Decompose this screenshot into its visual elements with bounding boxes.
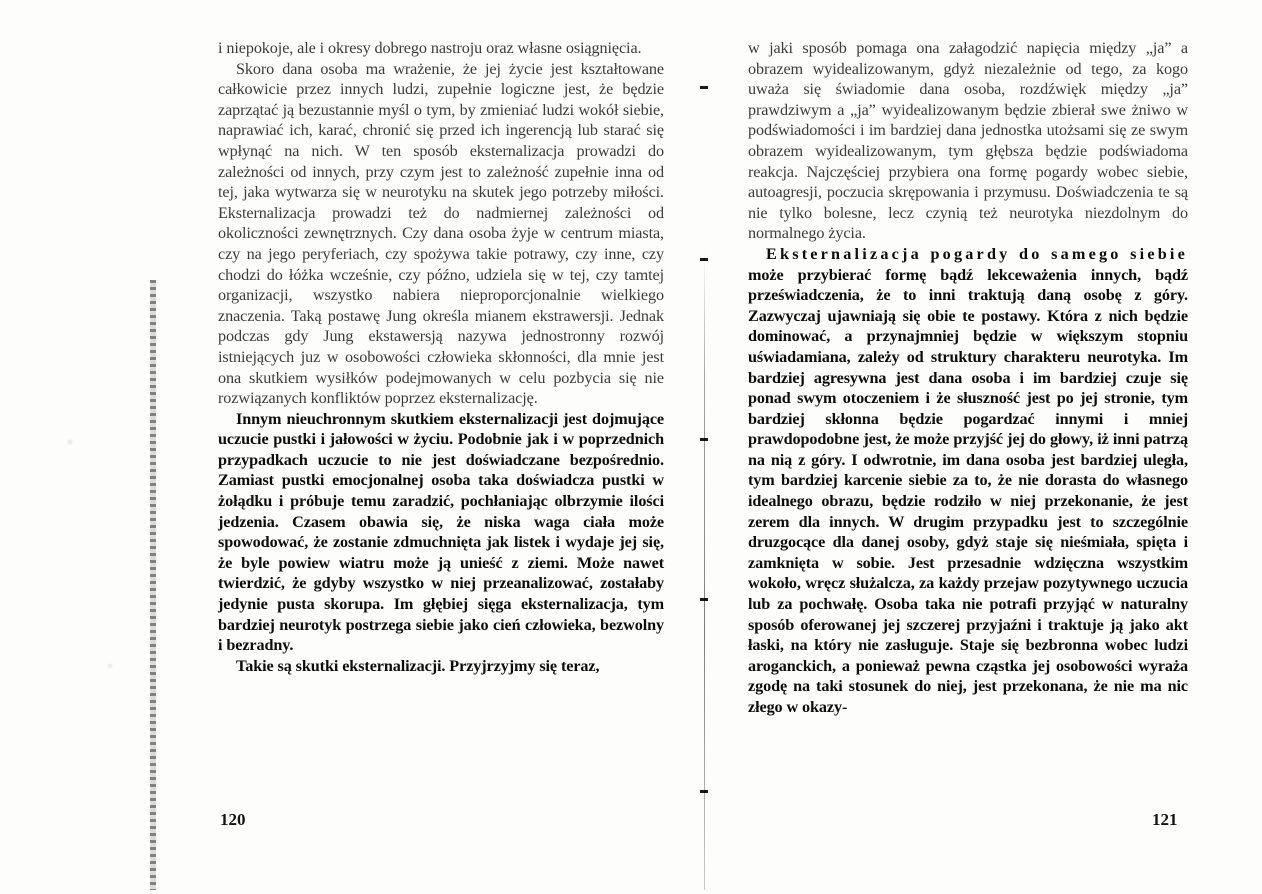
left-paragraph-4: Takie są skutki eksternalizacji. Przyjrzyjmy się teraz, <box>236 656 600 675</box>
scan-artifact <box>40 330 140 890</box>
left-page-text <box>218 38 664 676</box>
right-paragraph-2 <box>748 244 1188 718</box>
right-page-text <box>748 38 1188 718</box>
left-paragraph-2: Skoro dana osoba ma wrażenie, że jej życie jest kształtowane całkowicie przez innych ludzi, zupełnie logiczne jest, że będzie zaprzątać ją bezustannie myśl o tym, by zmieniać ludzi wokół siebie, naprawiać ich, karać, chronić się przed ich ingerencją lub starać się wpłynąć na nich. W ten sposób eksternalizacja prowadzi do zależności od innych, przy czym jest to zależność zupełnie inna od tej, jaka wytwarza się w neurotyku na skutek jego potrzeby miłości. Eksternalizacja prowadzi też do nadmiernej zależności od okoliczności zewnętrznych. Czy dana osoba żyje w centrum miasta, czy na jego peryferiach, czy spożywa takie potrawy, czy inne, czy chodzi do łóżka wcześnie, czy późno, udziela się w tej, czy tamtej organizacji, wszystko nabiera nieproporcjonalnie wielkiego znaczenia. Taką postawę Jung określa mianem ekstrawersji. Jednak podczas gdy Jung ekstawersją nazywa jednostronny rozwój istniejących juz w osobowości człowieka skłonności, dla mnie jest ona skutkiem wysiłków podejmowanych w celu pozbycia się nie rozwiązanych konfliktów poprzez eksternalizację. <box>218 59 664 408</box>
gutter <box>700 0 710 894</box>
right-page-number: 121 <box>1152 810 1178 829</box>
spaced-lead-phrase: Eksternalizacja pogardy do samego siebie <box>766 244 1188 263</box>
right-paragraph-2-body: może przybierać formę bądź lekceważenia innych, bądź przeświadczenia, że to inni traktują daną osobę z góry. Zazwyczaj ujawniają się obie te postawy. Która z nich będzie dominować, a przynajmniej będzie w większym stopniu uświadamiana, zależy od struktury charakteru neurotyka. Im bardziej agresywna jest dana osoba i im bardziej czuje się ponad swym otoczeniem i że słuszność jest po jej stronie, tym bardziej skłonna będzie pogardzać innymi i mniej prawdopodobne jest, że może przyjść jej do głowy, iż inni patrzą na nią z góry. I odwrotnie, im dana osoba jest bardziej uległa, tym bardziej karcenie siebie za to, że nie dorasta do własnego idealnego obrazu, będzie rodziło w niej przekonanie, że jest zerem dla innych. W drugim przypadku jest to szczególnie druzgocące dla danej osoby, gdyż staje się nieśmiała, spięta i zamknięta w sobie. Jest przesadnie wdzięczna wszystkim wokoło, wręcz służalcza, za każdy przejaw pozytywnego uczucia lub za pochwałę. Osoba taka nie potrafi przyjąć w naturalny sposób oferowanej jej szczerej przyjaźni i traktuje ją jako akt łaski, na który nie zasługuje. Staje się bezbronna wobec ludzi aroganckich, a ponieważ pewna cząstka jej osobowości wyraża zgodę na taki stosunek do niej, jest przekonana, że nie ma nic złego w okazy- <box>748 265 1188 716</box>
left-paragraph-1: i niepokoje, ale i okresy dobrego nastroju oraz własne osiągnięcia. <box>218 39 642 57</box>
scan-binding-edge <box>150 280 156 890</box>
gutter-mark <box>700 86 708 89</box>
right-paragraph-1: w jaki sposób pomaga ona załagodzić napięcia między „ja” a obrazem wyidealizowanym, gdyż niezależnie od tego, za kogo uważa się świadomie dana osoba, rozdźwięk między „ja” prawdziwym a „ja” wyidealizowanym będzie zbierał swe żniwo w podświadomości i im bardziej dana jednostka utożsami się ze swym obrazem wyidealizowanym, tym głębsza będzie podświadoma reakcja. Najczęściej przybiera ona formę pogardy wobec siebie, autoagresji, poczucia skrępowania i przymusu. Doświadczenia te są nie tylko bolesne, lecz czynią też neurotyka niezdolnym do normalnego życia. <box>748 39 1188 243</box>
gutter-line <box>704 250 705 890</box>
left-page-number: 120 <box>220 810 246 829</box>
left-paragraph-3: Innym nieuchronnym skutkiem eksternalizacji jest dojmujące uczucie pustki i jałowości w życiu. Podobnie jak i w poprzednich przypadkach uczucie to nie jest doświadczane bezpośrednio. Zamiast pustki emocjonalnej osoba taka doświadcza pustki w żołądku i próbuje temu zaradzić, pochłaniając olbrzymie ilości jedzenia. Czasem obawia się, że niska waga ciała może spowodować, że zostanie zdmuchnięta jak listek i wydaje jej się, że byle powiew wiatru może ją unieść z ziemi. Może nawet twierdzić, że gdyby wszystko w niej przeanalizować, zostałaby jedynie pusta skorupa. Im głębiej sięga eksternalizacja, tym bardziej neurotyk postrzega siebie jako cień człowieka, bezwolny i bezradny. <box>218 409 664 655</box>
